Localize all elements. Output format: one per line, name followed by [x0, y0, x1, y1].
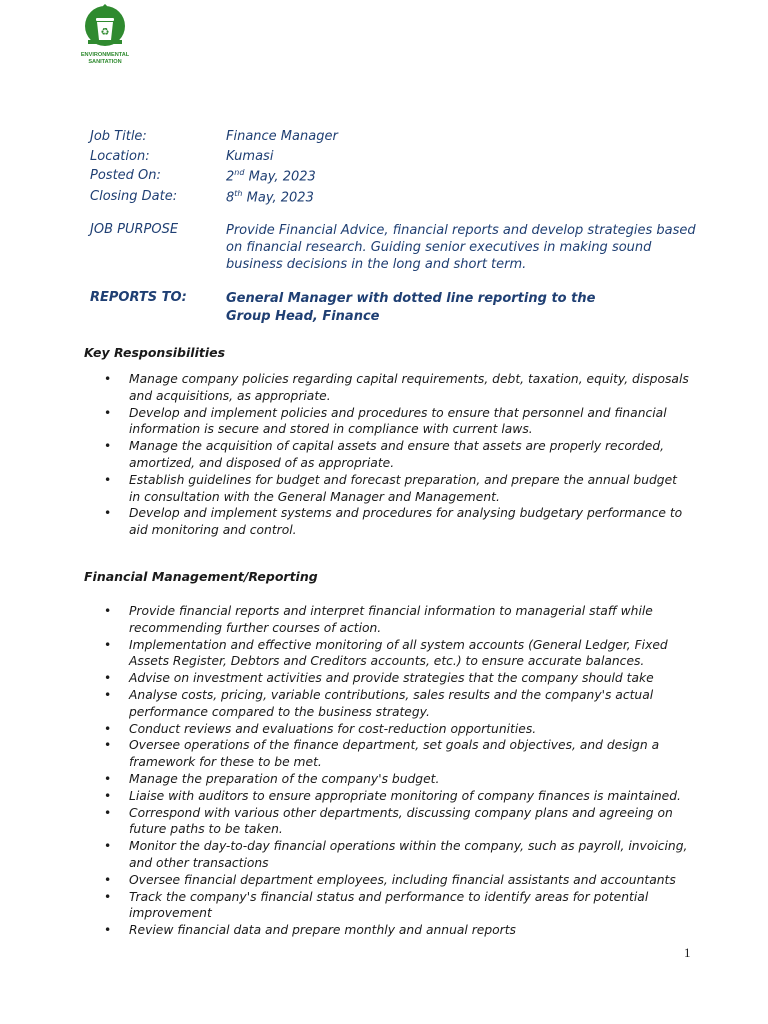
closing-day: 8	[226, 190, 235, 206]
svg-text:♻: ♻	[100, 27, 110, 38]
list-item: • Advise on investment activities and provide strategies that the company should take	[104, 670, 689, 687]
list-item: • Conduct reviews and evaluations for cost-reduction opportunities.	[104, 721, 689, 738]
list-item: • Monitor the day-to-day financial operations within the company, such as payroll, invoicing, and other transactions	[104, 838, 689, 872]
logo-text-line2: SANITATION	[88, 59, 122, 65]
logo-text-line1: ENVIRONMENTAL	[80, 52, 130, 58]
list-item: • Implementation and effective monitoring of all system accounts (General Ledger, Fixed Assets Register, Debtors and Creditors accounts, etc.) to ensure accurate balances.	[104, 637, 689, 671]
posted-on-label: Posted On:	[90, 168, 161, 183]
list-item: • Provide financial reports and interpret financial information to managerial staff while recommending further courses of action.	[104, 603, 689, 637]
posted-suffix: nd	[234, 168, 245, 177]
key-responsibilities-list	[104, 371, 689, 539]
posted-on-value	[226, 168, 316, 184]
list-item: • Liaise with auditors to ensure appropriate monitoring of company finances is maintained.	[104, 788, 689, 805]
page-number: 1	[684, 945, 691, 960]
reports-to-text: General Manager with dotted line reporting to the Group Head, Finance	[226, 291, 596, 324]
list-item: • Analyse costs, pricing, variable contributions, sales results and the company's actual performance compared to the business strategy.	[104, 687, 689, 721]
list-item: • Develop and implement policies and procedures to ensure that personnel and financial information is secure and stored in compliance with current laws.	[104, 405, 689, 439]
job-title-value: Finance Manager	[226, 129, 338, 144]
list-item: • Establish guidelines for budget and forecast preparation, and prepare the annual budget in consultation with the General Manager and Management.	[104, 472, 689, 506]
list-item: • Manage the acquisition of capital assets and ensure that assets are properly recorded, amortized, and disposed of as appropriate.	[104, 438, 689, 472]
list-item: • Manage the preparation of the company's budget.	[104, 771, 689, 788]
job-purpose-label: JOB PURPOSE	[90, 222, 179, 237]
financial-management-list	[104, 603, 689, 939]
posted-month-year: May, 2023	[244, 169, 316, 185]
posted-day: 2	[226, 169, 235, 185]
location-label: Location:	[90, 149, 150, 164]
financial-management-heading: Financial Management/Reporting	[84, 569, 318, 584]
list-item: • Correspond with various other departments, discussing company plans and agreeing on future paths to be taken.	[104, 805, 689, 839]
list-item: • Oversee financial department employees, including financial assistants and accountants	[104, 872, 689, 889]
closing-suffix: th	[234, 189, 243, 198]
job-purpose-text: Provide Financial Advice, financial reports and develop strategies based on financial research. Guiding senior executives in making sound business decisions in the long and short term.	[226, 223, 696, 272]
reports-to-label: REPORTS TO:	[90, 290, 187, 305]
list-item: • Track the company's financial status and performance to identify areas for potential improvement	[104, 889, 689, 923]
location-value: Kumasi	[226, 149, 274, 164]
list-item: • Review financial data and prepare monthly and annual reports	[104, 922, 689, 939]
key-responsibilities-heading: Key Responsibilities	[84, 345, 226, 360]
list-item: • Manage company policies regarding capital requirements, debt, taxation, equity, disposals and acquisitions, as appropriate.	[104, 371, 689, 405]
closing-date-label: Closing Date:	[90, 189, 178, 204]
list-item: • Oversee operations of the finance department, set goals and objectives, and design a framework for these to be met.	[104, 737, 689, 771]
job-title-label: Job Title:	[90, 129, 147, 144]
list-item: • Develop and implement systems and procedures for analysing budgetary performance to aid monitoring and control.	[104, 505, 689, 539]
closing-date-value	[226, 189, 314, 205]
closing-month-year: May, 2023	[242, 190, 314, 206]
